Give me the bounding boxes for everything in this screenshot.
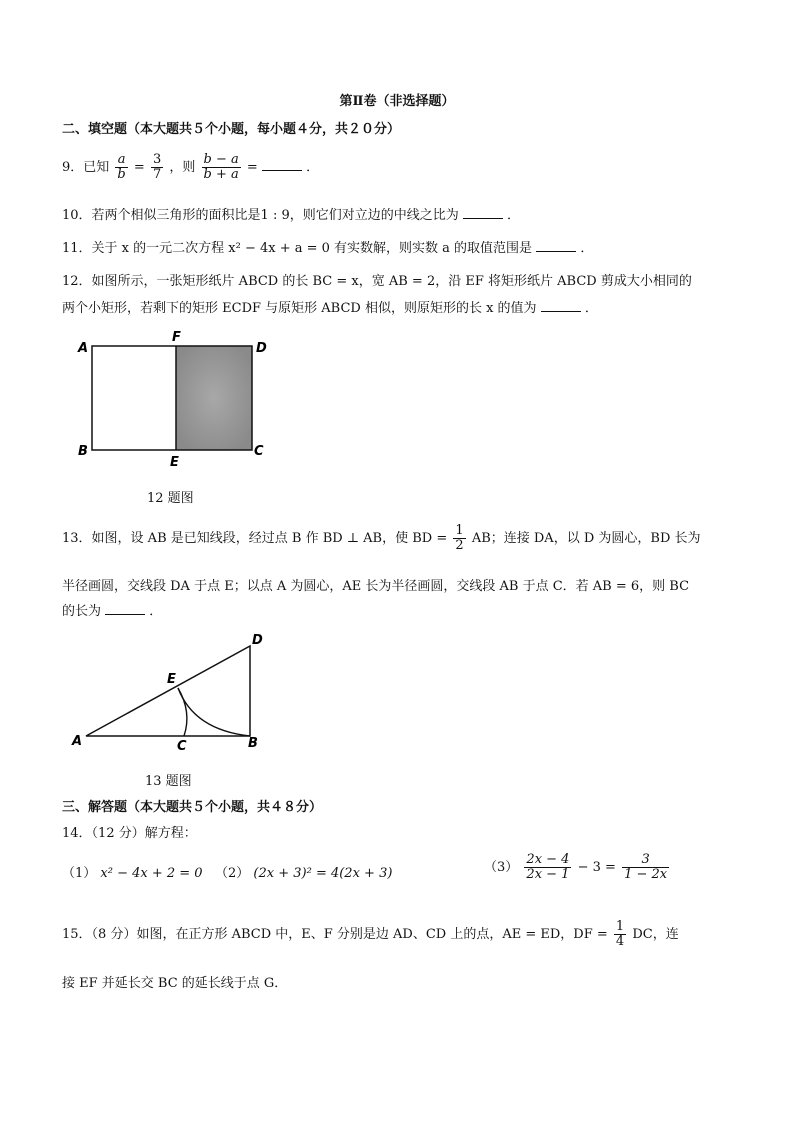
q9-frac1-den: b xyxy=(117,167,126,182)
part2-heading: 二、填空题（本大题共５个小题，每小题４分，共２０分） xyxy=(62,122,401,137)
q14-p1-label: （1） xyxy=(62,866,97,881)
q13-frac-den: 2 xyxy=(455,538,464,553)
q9-equals: = xyxy=(133,160,145,175)
fig12-label-b: B xyxy=(78,444,88,459)
question-9: 9．已知 $\frac{a}{b}$ = $\frac{3}{7}$ ，则 $\frac{b - a}{b + a}$ = ． xyxy=(62,152,320,182)
q13-frac-num: 1 xyxy=(455,523,464,539)
question-13-line2: 半径画圆，交线段 DA 于点 E；以点 A 为圆心，AE 长为半径画圆，交线段 AB 于点 C．若 AB = 6，则 BC xyxy=(62,579,690,594)
q9-frac3-den: b + a xyxy=(203,167,239,182)
fig13-label-d: D xyxy=(252,633,263,648)
q15-frac-num: 1 xyxy=(615,919,625,935)
q14-p3-mid: − 3 = xyxy=(577,860,616,875)
fig12-shaded-rect-ecdf xyxy=(176,346,252,450)
q11-answer-blank[interactable] xyxy=(536,239,576,252)
question-12-line2 xyxy=(62,297,598,316)
q14-p3-num1: 2x − 4 xyxy=(526,852,570,868)
fig12-label-c: C xyxy=(254,444,264,459)
question-15-line1 xyxy=(62,918,679,952)
q14-p1-equation: x² − 4x + 2 = 0 xyxy=(100,866,203,881)
figure-13-caption: 13 题图 xyxy=(145,774,192,789)
fig13-triangle-abd xyxy=(86,646,250,736)
fig13-label-e: E xyxy=(167,672,176,687)
question-14-part3 xyxy=(484,850,671,886)
q12-suffix: ． xyxy=(584,301,598,316)
q13-fraction-half xyxy=(453,524,465,552)
q14-p3-frac2 xyxy=(622,853,669,881)
q15-frac-den: 4 xyxy=(615,934,625,949)
fig12-label-d: D xyxy=(256,341,267,356)
q14-p2-label: （2） xyxy=(215,866,250,881)
q9-frac2-num: 3 xyxy=(152,152,162,168)
part3-heading: 三、解答题（本大题共５个小题，共４８分） xyxy=(62,800,323,815)
fig13-arc-e-b xyxy=(178,688,250,736)
fig13-label-a: A xyxy=(72,734,83,749)
q15-line1-pre: 15．（8 分）如图，在正方形 ABCD 中，E、F 分别是边 AD、CD 上的点，AE = ED，DF = xyxy=(62,927,608,942)
question-15-line2: 接 EF 并延长交 BC 的延长线于点 G． xyxy=(62,976,288,991)
q11-suffix: ． xyxy=(580,241,594,256)
figure-12-caption: 12 题图 xyxy=(147,491,194,506)
q9-fraction-expression xyxy=(202,153,241,181)
q9-prefix: 9．已知 xyxy=(62,160,110,175)
question-14-part1-2 xyxy=(62,862,392,881)
q9-fraction-3-7 xyxy=(151,153,163,181)
question-13-line1 xyxy=(62,522,701,556)
figure-12-rectangle xyxy=(70,330,290,470)
q10-suffix: ． xyxy=(507,208,521,223)
figure-13-triangle xyxy=(66,630,286,755)
q13-answer-blank[interactable] xyxy=(105,602,145,615)
q9-suffix: ． xyxy=(306,160,320,175)
question-10 xyxy=(62,204,520,223)
q15-line1-post: DC，连 xyxy=(632,927,679,942)
q9-frac1-num: a xyxy=(115,153,127,168)
q13-line3-text: 的长为 xyxy=(62,604,102,619)
question-12-line1: 12．如图所示，一张矩形纸片 ABCD 的长 BC = x，宽 AB = 2，沿 EF 将矩形纸片 ABCD 剪成大小相同的 xyxy=(62,274,692,289)
q12-line2-text: 两个小矩形，若剩下的矩形 ECDF 与原矩形 ABCD 相似，则原矩形的长 x 的值为 xyxy=(62,301,537,316)
q14-p3-den1: 2x − 1 xyxy=(526,867,570,882)
q13-line1-post: AB；连接 DA，以 D 为圆心，BD 长为 xyxy=(471,531,701,546)
q14-p3-num2: 3 xyxy=(622,853,669,868)
question-11 xyxy=(62,237,593,256)
fig13-arc-e-c xyxy=(178,688,187,736)
q14-p3-label: （3） xyxy=(484,860,519,875)
q9-mid: ，则 xyxy=(169,160,196,175)
q15-fraction-quarter xyxy=(614,920,626,948)
q9-frac2-den: 7 xyxy=(152,167,162,182)
q9-fraction-a-b xyxy=(115,153,127,181)
q10-answer-blank[interactable] xyxy=(463,206,503,219)
fig13-label-c: C xyxy=(177,739,187,754)
q9-frac3-num: b − a xyxy=(203,152,239,168)
question-13-line3 xyxy=(62,600,162,619)
fig12-label-a: A xyxy=(78,341,89,356)
fig13-label-b: B xyxy=(248,736,258,751)
q13-suffix: ． xyxy=(149,604,163,619)
q13-line1-pre: 13．如图，设 AB 是已知线段，经过点 B 作 BD ⊥ AB，使 BD = xyxy=(62,531,448,546)
q14-p3-frac1 xyxy=(524,853,571,881)
q11-text: 11．关于 x 的一元二次方程 x² − 4x + a = 0 有实数解，则实数 a 的取值范围是 xyxy=(62,241,533,256)
q10-text: 10．若两个相似三角形的面积比是1 : 9，则它们对立边的中线之比为 xyxy=(62,208,459,223)
question-14-title: 14．（12 分）解方程： xyxy=(62,826,197,841)
q9-answer-blank[interactable] xyxy=(262,158,302,171)
q12-answer-blank[interactable] xyxy=(541,299,581,312)
fig12-label-e: E xyxy=(170,455,179,470)
section-title: 第Ⅱ卷（非选择题） xyxy=(339,94,455,109)
q14-p2-equation: (2x + 3)² = 4(2x + 3) xyxy=(253,866,393,881)
q14-p3-den2: 1 − 2x xyxy=(624,867,668,882)
fig12-label-f: F xyxy=(172,330,181,345)
